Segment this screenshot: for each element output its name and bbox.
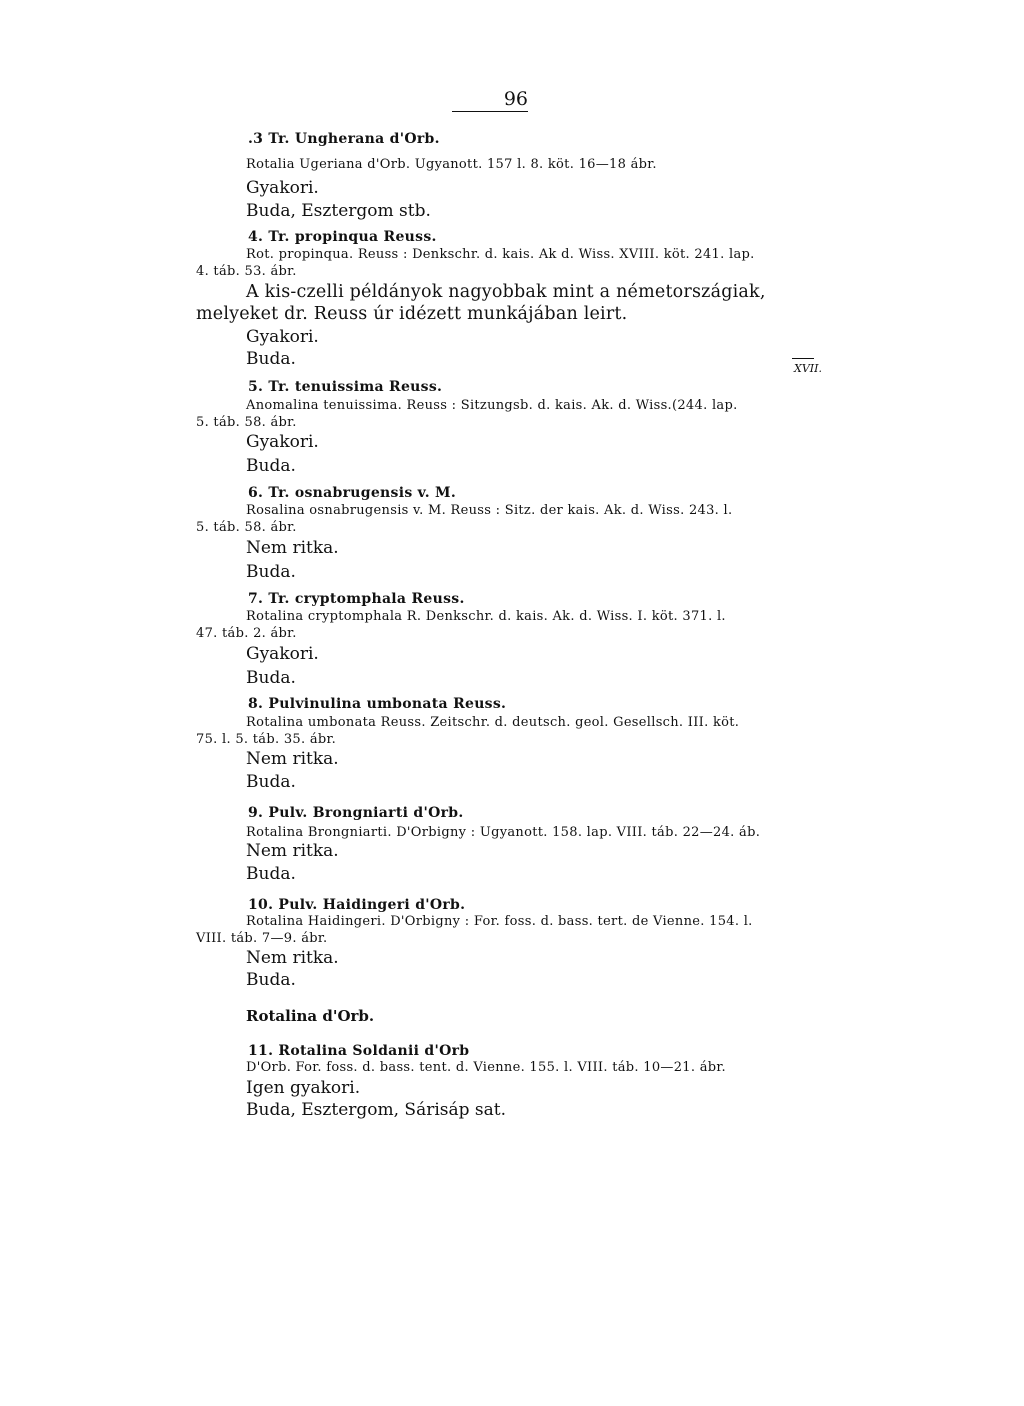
text-line: Buda.: [246, 456, 296, 476]
text-line: Anomalina tenuissima. Reuss : Sitzungsb. d. kais. Ak. d. Wiss.(244. lap.: [246, 398, 738, 413]
text-line: Nem ritka.: [246, 948, 339, 968]
text-line: Buda.: [246, 349, 296, 369]
text-line: 4. táb. 53. ábr.: [196, 264, 297, 279]
text-line: Buda, Esztergom stb.: [246, 201, 431, 221]
text-line: A kis-czelli példányok nagyobbak mint a németországiak,: [246, 282, 766, 302]
text-line: Rosalina osnabrugensis v. M. Reuss : Sitz. der kais. Ak. d. Wiss. 243. l.: [246, 503, 733, 518]
text-line: Rotalina Haidingeri. D'Orbigny : For. foss. d. bass. tert. de Vienne. 154. l.: [246, 914, 753, 929]
text-line: Rot. propinqua. Reuss : Denkschr. d. kais. Ak d. Wiss. XVIII. köt. 241. lap.: [246, 247, 755, 262]
text-line: 5. táb. 58. ábr.: [196, 520, 297, 535]
entry-heading: 4. Tr. propinqua Reuss.: [248, 229, 437, 245]
text-line: D'Orb. For. foss. d. bass. tent. d. Vienne. 155. l. VIII. táb. 10—21. ábr.: [246, 1060, 726, 1075]
text-line: Buda.: [246, 772, 296, 792]
text-line: Rotalina Brongniarti. D'Orbigny : Ugyanott. 158. lap. VIII. táb. 22—24. áb.: [246, 825, 761, 840]
text-line: Nem ritka.: [246, 841, 339, 861]
text-line: Gyakori.: [246, 178, 319, 198]
text-line: Buda.: [246, 562, 296, 582]
text-line: Buda, Esztergom, Sárisáp sat.: [246, 1100, 507, 1120]
text-line: Rotalina umbonata Reuss. Zeitschr. d. deutsch. geol. Gesellsch. III. köt.: [246, 715, 740, 730]
entry-heading: 7. Tr. cryptomphala Reuss.: [248, 591, 465, 607]
entry-heading: Rotalina d'Orb.: [246, 1007, 375, 1025]
text-line: VIII. táb. 7—9. ábr.: [196, 931, 328, 946]
entry-heading: 9. Pulv. Brongniarti d'Orb.: [248, 805, 464, 821]
text-line: Gyakori.: [246, 327, 319, 347]
text-line: Gyakori.: [246, 644, 319, 664]
entry-heading: .3 Tr. Ungherana d'Orb.: [248, 131, 440, 147]
entry-heading: 5. Tr. tenuissima Reuss.: [248, 379, 443, 395]
entry-heading: 6. Tr. osnabrugensis v. M.: [248, 485, 457, 501]
entry-heading: 10. Pulv. Haidingeri d'Orb.: [248, 897, 466, 913]
text-line: 47. táb. 2. ábr.: [196, 626, 297, 641]
text-line: Igen gyakori.: [246, 1078, 361, 1098]
text-line: Gyakori.: [246, 432, 319, 452]
text-line: 75. l. 5. táb. 35. ábr.: [196, 732, 337, 747]
text-line: Buda.: [246, 668, 296, 688]
text-line: Buda.: [246, 864, 296, 884]
text-line: Nem ritka.: [246, 749, 339, 769]
text-line: Buda.: [246, 970, 296, 990]
text-line: 5. táb. 58. ábr.: [196, 415, 297, 430]
page-number: 96: [452, 88, 528, 112]
entry-heading: 11. Rotalina Soldanii d'Orb: [248, 1043, 470, 1059]
entry-heading: 8. Pulvinulina umbonata Reuss.: [248, 696, 507, 712]
text-line: Rotalina cryptomphala R. Denkschr. d. kais. Ak. d. Wiss. I. köt. 371. l.: [246, 609, 726, 624]
text-line: melyeket dr. Reuss úr idézett munkájában leirt.: [196, 304, 628, 324]
text-line: Nem ritka.: [246, 538, 339, 558]
text-line: Rotalia Ugeriana d'Orb. Ugyanott. 157 l. 8. köt. 16—18 ábr.: [246, 157, 657, 172]
margin-note: XVII.: [794, 362, 822, 375]
